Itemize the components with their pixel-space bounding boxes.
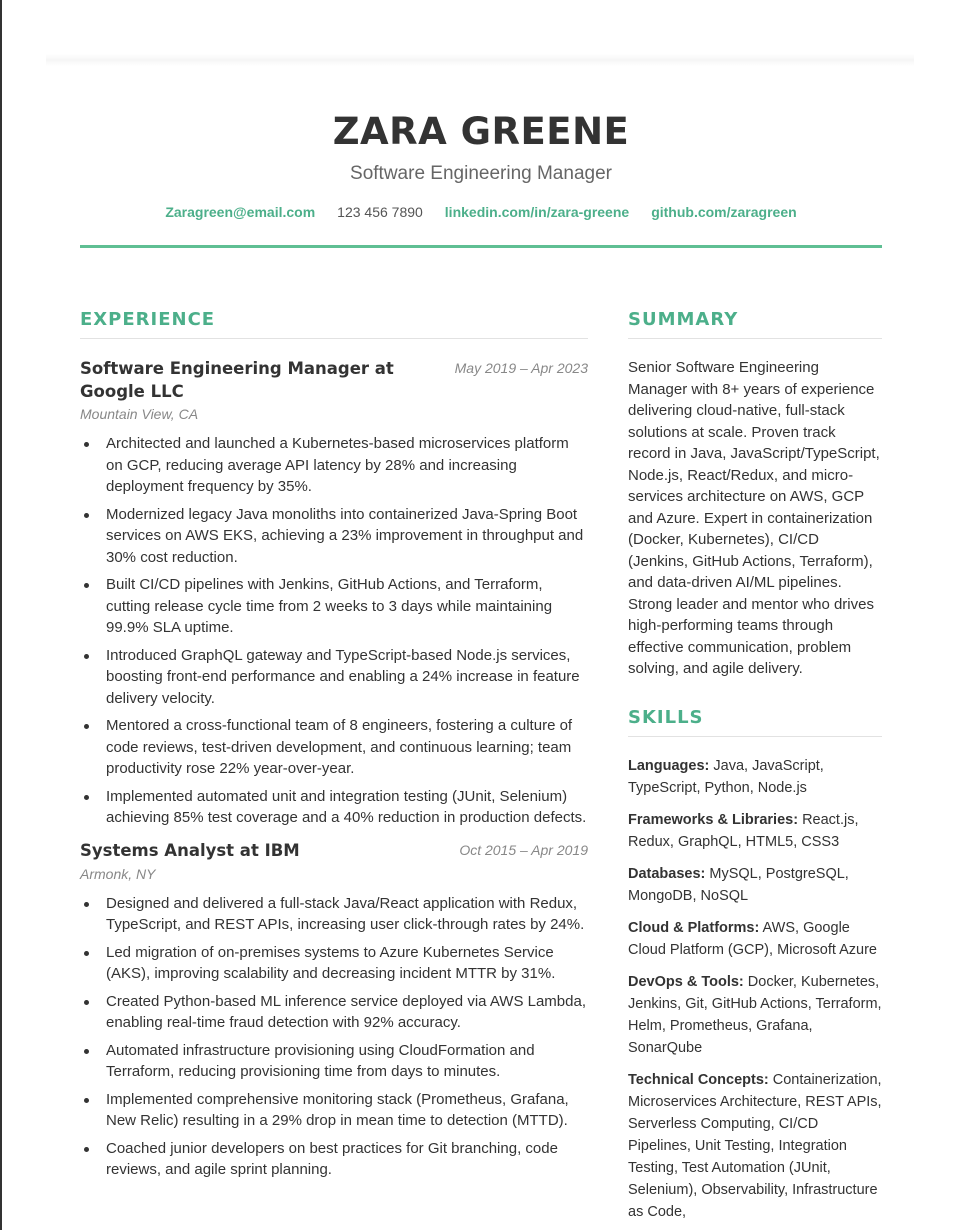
bullet-item — [80, 1040, 588, 1083]
contact-bar — [80, 203, 882, 221]
bullet-dot-icon — [84, 442, 89, 447]
bullet-item — [80, 433, 588, 498]
resume-header — [80, 108, 882, 221]
bullet-item — [80, 645, 588, 710]
candidate-title: Software Engineering Manager — [350, 163, 612, 184]
bullet-text: Implemented comprehensive monitoring stack (Prometheus, Grafana, New Relic) resulting in a 29% drop in mean time to detection (MTTD). — [106, 1090, 569, 1129]
bullet-item — [80, 786, 588, 829]
bullet-dot-icon — [84, 724, 89, 729]
github-link[interactable]: github.com/zaragreen — [651, 204, 797, 220]
skill-item — [628, 809, 882, 853]
skill-label: Technical Concepts: — [628, 1071, 769, 1088]
job-bullets — [80, 893, 588, 1181]
skill-label: Languages: — [628, 757, 710, 774]
job-header — [80, 839, 588, 863]
skill-value: Docker, Kubernetes, Jenkins, Git, GitHub Actions, Terraform, Helm, Prometheus, Grafana, SonarQube — [628, 973, 882, 1056]
bullet-dot-icon — [84, 654, 89, 659]
bullet-dot-icon — [84, 1098, 89, 1103]
skill-label: DevOps & Tools: — [628, 973, 744, 990]
bullet-item — [80, 1138, 588, 1181]
job-entry — [80, 357, 588, 829]
job-location: Armonk, NY — [80, 865, 156, 882]
email-link[interactable]: Zaragreen@email.com — [165, 204, 316, 220]
candidate-name: ZARA GREENE — [332, 110, 630, 153]
bullet-text: Designed and delivered a full-stack Java/React application with Redux, TypeScript, and REST APIs, increasing user click-through rates by 24%. — [106, 894, 585, 933]
bullet-item — [80, 574, 588, 639]
bullet-dot-icon — [84, 583, 89, 588]
bullet-text: Coached junior developers on best practices for Git branching, code reviews, and agile sprint planning. — [106, 1139, 558, 1178]
bullet-item — [80, 715, 588, 780]
job-entry — [80, 839, 588, 1181]
skill-item — [628, 917, 882, 961]
bullet-text: Created Python-based ML inference service deployed via AWS Lambda, enabling real-time fraud detection with 92% accuracy. — [106, 992, 586, 1031]
bullet-dot-icon — [84, 1049, 89, 1054]
bullet-item — [80, 504, 588, 569]
summary-text: Senior Software Engineering Manager with 8+ years of experience delivering cloud-native, full-stack solutions at scale. Proven track record in Java, JavaScript/TypeScript, Node.js, React/Redux, and micro-services architecture on AWS, GCP and Azure. Expert in containerization (Docker, Kubernetes), CI/CD (Jenkins, GitHub Actions, Terraform), and data-driven AI/ML pipelines. Strong leader and mentor who drives high-performing teams through effective communication, problem solving, and agile delivery. — [628, 359, 880, 677]
bullet-item — [80, 942, 588, 985]
experience-heading: EXPERIENCE — [80, 308, 588, 339]
skills-heading: SKILLS — [628, 706, 882, 737]
bullet-text: Implemented automated unit and integration testing (JUnit, Selenium) achieving 85% test coverage and a 40% reduction in production defects. — [106, 787, 587, 826]
skill-label: Frameworks & Libraries: — [628, 811, 799, 828]
job-dates: May 2019 – Apr 2023 — [454, 360, 588, 376]
bullet-text: Mentored a cross-functional team of 8 engineers, fostering a culture of code reviews, test-driven development, and continuous learning; team productivity rose 22% year-over-year. — [106, 717, 573, 777]
bullet-item — [80, 1089, 588, 1132]
skill-item — [628, 755, 882, 799]
bullet-item — [80, 893, 588, 936]
skill-label: Databases: — [628, 865, 706, 882]
job-location: Mountain View, CA — [80, 406, 199, 422]
bullet-dot-icon — [84, 902, 89, 907]
job-header — [80, 357, 588, 403]
skill-item — [628, 863, 882, 907]
bullet-text: Architected and launched a Kubernetes-based microservices platform on GCP, reducing average API latency by 28% and increasing deployment frequency by 35%. — [106, 435, 569, 495]
phone-number: 123 456 7890 — [337, 204, 423, 220]
skill-value: MySQL, PostgreSQL, MongoDB, NoSQL — [628, 865, 849, 904]
summary-heading: SUMMARY — [628, 308, 882, 339]
sidebar-column — [628, 308, 882, 1230]
skill-item — [628, 971, 882, 1059]
bullet-text: Modernized legacy Java monoliths into containerized Java-Spring Boot services on AWS EKS, achieving a 23% improvement in throughput and 30% cost reduction. — [106, 505, 584, 566]
bullet-dot-icon — [84, 951, 89, 956]
skill-value: AWS, Google Cloud Platform (GCP), Microsoft Azure — [628, 919, 877, 958]
bullet-dot-icon — [84, 513, 89, 518]
job-title: Software Engineering Manager at Google LLC — [80, 359, 394, 401]
header-divider — [80, 245, 882, 248]
skill-value: React.js, Redux, GraphQL, HTML5, CSS3 — [628, 811, 859, 850]
bullet-dot-icon — [84, 1147, 89, 1152]
bullet-text: Automated infrastructure provisioning using CloudFormation and Terraform, reducing provisioning time from days to minutes. — [106, 1041, 535, 1080]
job-title: Systems Analyst at IBM — [80, 840, 300, 860]
bullet-text: Built CI/CD pipelines with Jenkins, GitHub Actions, and Terraform, cutting release cycle time from 2 weeks to 3 days while maintaining 99.9% SLA uptime. — [106, 576, 553, 636]
experience-column — [80, 308, 588, 1191]
linkedin-link[interactable]: linkedin.com/in/zara-greene — [444, 204, 630, 220]
skill-item — [628, 1069, 882, 1223]
job-bullets — [80, 433, 588, 829]
bullet-text: Introduced GraphQL gateway and TypeScript-based Node.js services, boosting front-end performance and enabling a 24% increase in feature delivery velocity. — [106, 646, 580, 707]
job-dates: Oct 2015 – Apr 2019 — [459, 841, 588, 858]
skill-value: Containerization, Microservices Architecture, REST APIs, Serverless Computing, CI/CD Pipelines, Unit Testing, Integration Testing, Test Automation (JUnit, Selenium), Observability, Infrastructure as Code, — [628, 1071, 882, 1220]
bullet-dot-icon — [84, 795, 89, 800]
skill-value: Java, JavaScript, TypeScript, Python, Node.js — [628, 757, 824, 796]
bullet-text: Led migration of on-premises systems to Azure Kubernetes Service (AKS), improving scalability and decreasing incident MTTR by 31%. — [106, 943, 556, 982]
bullet-dot-icon — [84, 1000, 89, 1005]
bullet-item — [80, 991, 588, 1034]
skill-label: Cloud & Platforms: — [628, 919, 760, 936]
